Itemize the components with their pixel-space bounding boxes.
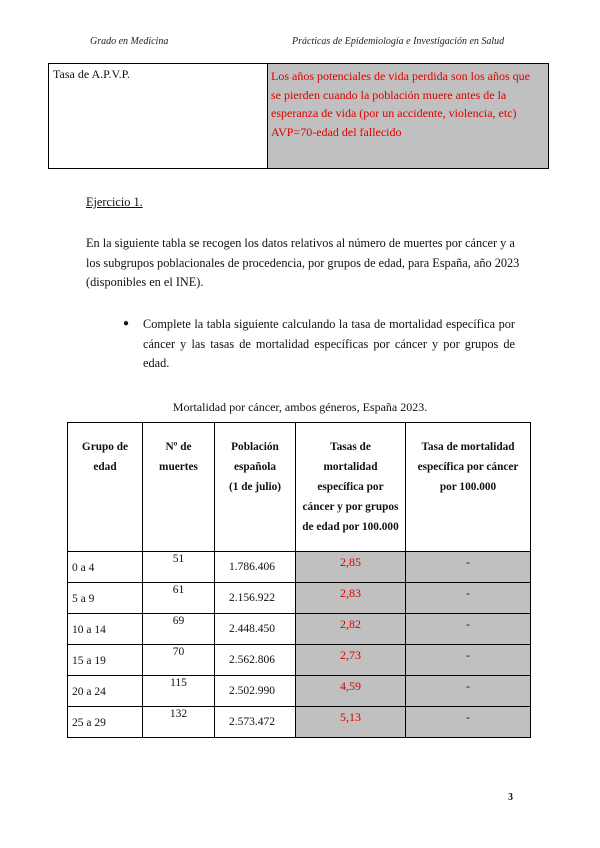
bullet-text — [143, 315, 515, 374]
cell-group: 20 a 24 — [68, 676, 143, 707]
cell-group: 25 a 29 — [68, 707, 143, 738]
definition-text-cell — [268, 64, 548, 168]
cell-deaths: 61 — [143, 583, 215, 614]
cell-age-rate: 5,13 — [296, 707, 406, 738]
definition-text — [271, 67, 530, 141]
cell-age-rate: 2,85 — [296, 552, 406, 583]
header-total-rate: Tasa de mortalidad específica por cáncer por 100.000 — [406, 423, 531, 552]
cell-total-rate: - — [406, 583, 531, 614]
cell-total-rate: - — [406, 707, 531, 738]
cell-population: 2.562.806 — [215, 645, 296, 676]
table-row — [68, 676, 531, 707]
cell-total-rate: - — [406, 552, 531, 583]
page-number: 3 — [508, 792, 513, 803]
definition-table — [48, 63, 549, 169]
definition-line: se pierden cuando la población muere antes de la — [271, 87, 507, 102]
cell-deaths: 69 — [143, 614, 215, 645]
cell-group: 10 a 14 — [68, 614, 143, 645]
table-row — [68, 552, 531, 583]
cell-age-rate: 4,59 — [296, 676, 406, 707]
cell-age-rate: 2,83 — [296, 583, 406, 614]
table-row — [68, 583, 531, 614]
header-population: Población española (1 de julio) — [215, 423, 296, 552]
cell-deaths: 132 — [143, 707, 215, 738]
intro-line: En la siguiente tabla se recogen los datos relativos al número de muertes por cáncer y a — [86, 236, 515, 250]
cell-age-rate: 2,82 — [296, 614, 406, 645]
intro-line: los subgrupos poblacionales de procedencia, por grupos de edad, para España, año 2023 — [86, 255, 520, 270]
exercise-title: Ejercicio 1. — [86, 195, 143, 209]
table-row — [68, 614, 531, 645]
cell-total-rate: - — [406, 676, 531, 707]
cell-deaths: 51 — [143, 552, 215, 583]
cell-age-rate: 2,73 — [296, 645, 406, 676]
table-header-row — [68, 423, 531, 552]
table-caption: Mortalidad por cáncer, ambos géneros, España 2023. — [172, 400, 428, 414]
definition-line: AVP=70-edad del fallecido — [271, 124, 402, 139]
cell-population: 2.573.472 — [215, 707, 296, 738]
table-row — [68, 645, 531, 676]
cell-total-rate: - — [406, 614, 531, 645]
cell-population: 2.448.450 — [215, 614, 296, 645]
definition-term-cell — [49, 64, 268, 168]
bullet-icon: ● — [123, 318, 130, 329]
cell-population: 2.156.922 — [215, 583, 296, 614]
exercise-intro — [86, 234, 526, 293]
table-row — [68, 707, 531, 738]
bullet-line: cáncer y las tasas de mortalidad específicas por cáncer y por grupos de edad. — [143, 336, 515, 370]
cell-deaths: 70 — [143, 645, 215, 676]
cell-population: 1.786.406 — [215, 552, 296, 583]
intro-line: (disponibles en el INE). — [86, 275, 204, 289]
header-age-rate: Tasas de mortalidad específica por cáncer y por grupos de edad por 100.000 — [296, 423, 406, 552]
definition-line: Los años potenciales de vida perdida son los años que — [271, 69, 530, 83]
cell-group: 15 a 19 — [68, 645, 143, 676]
mortality-table — [67, 422, 531, 738]
bullet-line: Complete la tabla siguiente calculando la tasa de mortalidad específica por — [143, 317, 515, 331]
definition-line: esperanza de vida (por un accidente, violencia, etc) — [271, 106, 517, 120]
header-left: Grado en Medicina — [90, 36, 169, 47]
definition-term: Tasa de A.P.V.P. — [53, 67, 130, 81]
cell-deaths: 115 — [143, 676, 215, 707]
cell-group: 5 a 9 — [68, 583, 143, 614]
cell-population: 2.502.990 — [215, 676, 296, 707]
header-group: Grupo de edad — [68, 423, 143, 552]
header-deaths: Nº de muertes — [143, 423, 215, 552]
cell-group: 0 a 4 — [68, 552, 143, 583]
header-right: Prácticas de Epidemiología e Investigación en Salud — [292, 36, 505, 47]
cell-total-rate: - — [406, 645, 531, 676]
